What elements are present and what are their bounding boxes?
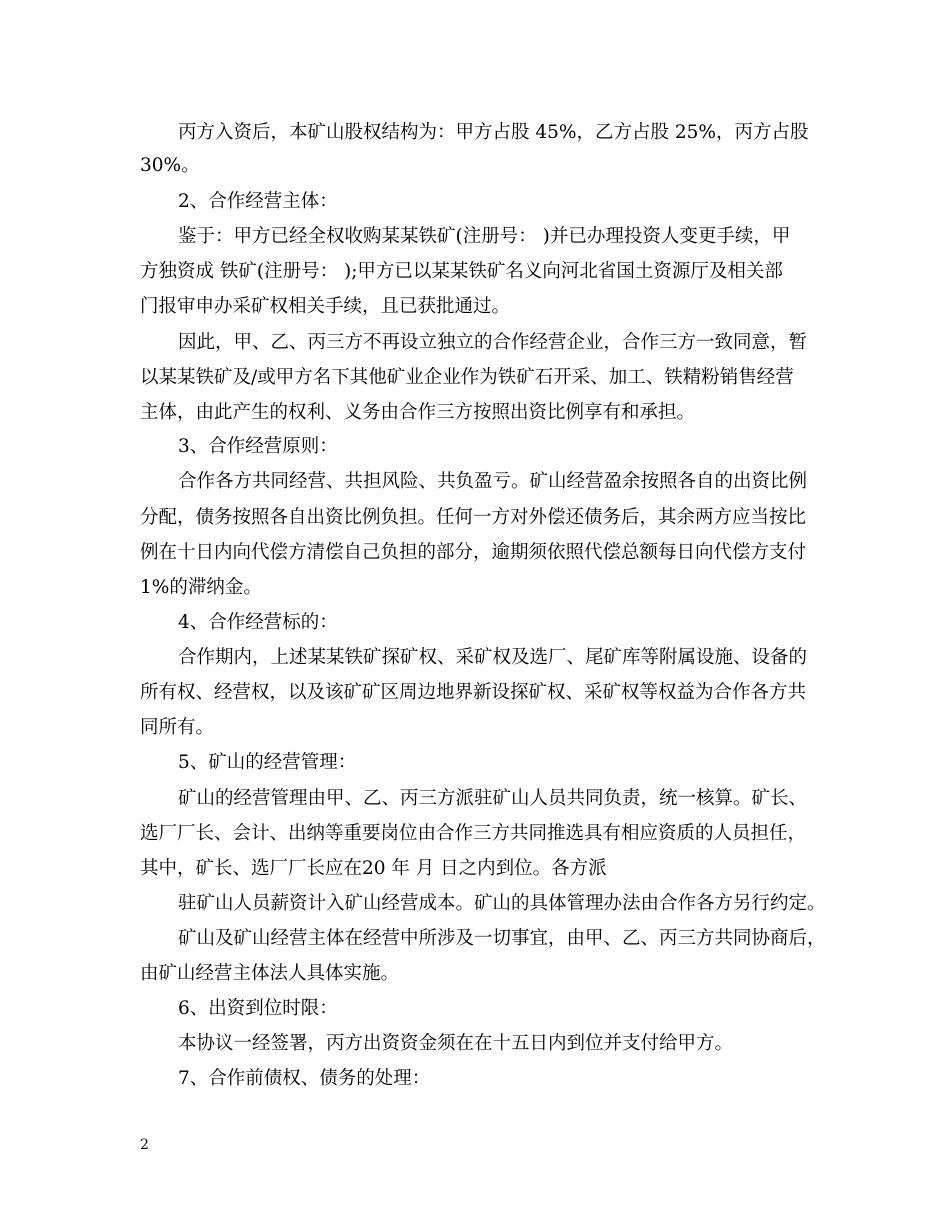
paragraph-line: 门报审申办采矿权相关手续，且已获批通过。 (140, 296, 511, 317)
paragraph-line: 丙方入资后，本矿山股权结构为：甲方占股 45%，乙方占股 25%，丙方占股 (178, 122, 809, 143)
section-heading: 3、合作经营原则： (178, 436, 338, 457)
paragraph-line: 本协议一经签署，丙方出资资金须在在十五日内到位并支付给甲方。 (178, 1033, 734, 1054)
paragraph-line: 例在十日内向代偿方清偿自己负担的部分，逾期须依照代偿总额每日向代偿方支付 (140, 542, 807, 563)
paragraph-line: 主体，由此产生的权利、义务由合作三方按照出资比例享有和承担。 (140, 402, 696, 423)
paragraph-line: 选厂厂长、会计、出纳等重要岗位由合作三方共同推选具有相应资质的人员担任， (140, 823, 807, 844)
section-heading: 7、合作前债权、债务的处理： (178, 1068, 431, 1089)
paragraph-line: 鉴于：甲方已经全权收购某某铁矿(注册号： )并已办理投资人变更手续，甲 (178, 226, 791, 247)
section-heading: 5、矿山的经营管理： (178, 752, 357, 773)
paragraph-line: 合作各方共同经营、共担风险、共负盈亏。矿山经营盈余按照各自的出资比例 (178, 471, 808, 492)
paragraph-line: 同所有。 (140, 717, 215, 738)
section-heading: 4、合作经营标的： (178, 612, 338, 633)
paragraph-line: 分配，债务按照各自出资比例负担。任何一方对外偿还债务后，其余两方应当按比 (140, 507, 807, 528)
paragraph-line: 30%。 (140, 155, 200, 176)
paragraph-line: 矿山及矿山经营主体在经营中所涉及一切事宜，由甲、乙、丙三方共同协商后， (178, 928, 826, 949)
paragraph-line: 因此，甲、乙、丙三方不再设立独立的合作经营企业，合作三方一致同意，暂 (178, 332, 808, 353)
paragraph-line: 合作期内，上述某某铁矿探矿权、采矿权及选厂、尾矿库等附属设施、设备的 (178, 647, 808, 668)
paragraph-line: 方独资成 铁矿(注册号： );甲方已以某某铁矿名义向河北省国土资源厅及相关部 (140, 261, 783, 282)
paragraph-line: 所有权、经营权，以及该矿矿区周边地界新设探矿权、采矿权等权益为合作各方共 (140, 682, 807, 703)
section-heading: 2、合作经营主体： (178, 191, 338, 212)
paragraph-line: 由矿山经营主体法人具体实施。 (140, 963, 400, 984)
paragraph-line: 矿山的经营管理由甲、乙、丙三方派驻矿山人员共同负责，统一核算。矿长、 (178, 788, 808, 809)
paragraph-line: 驻矿山人员薪资计入矿山经营成本。矿山的具体管理办法由合作各方另行约定。 (178, 893, 826, 914)
page-number: 2 (140, 1137, 149, 1153)
paragraph-line: 其中，矿长、选厂厂长应在20 年 月 日之内到位。各方派 (140, 858, 607, 879)
section-heading: 6、出资到位时限： (178, 998, 338, 1019)
paragraph-line: 1%的滞纳金。 (140, 577, 262, 598)
paragraph-line: 以某某铁矿及/或甲方名下其他矿业企业作为铁矿石开采、加工、铁精粉销售经营 (140, 367, 794, 388)
